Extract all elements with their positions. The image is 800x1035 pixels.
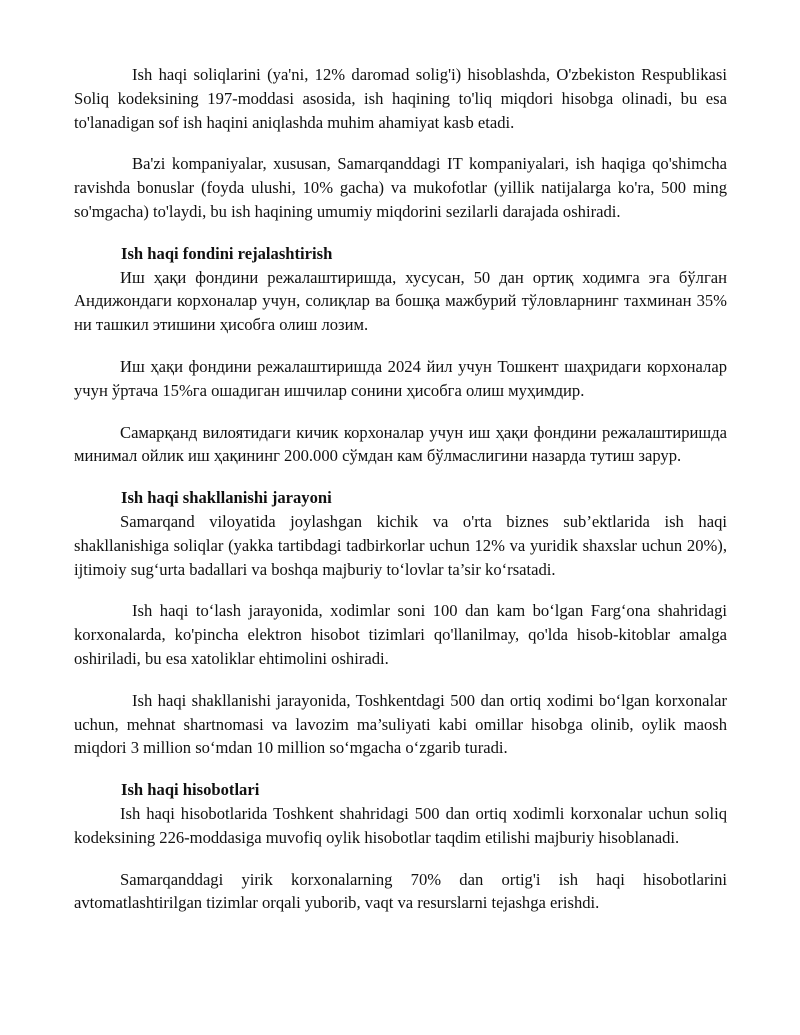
- paragraph: Samarqand viloyatida joylashgan kichik va o'rta biznes sub’ektlarida ish haqi shakllanishiga soliqlar (yakka tartibdagi tadbirkorlar uchun 12% va yuridik shaxslar uchun 20%), ijtimoiy sug‘urta badallari va boshqa majburiy to‘lovlar ta’sir ko‘rsatadi.: [74, 511, 727, 579]
- section-payroll-fund-planning: [74, 242, 727, 468]
- paragraph: Самарқанд вилоятидаги кичик корхоналар учун иш ҳақи фондини режалаштиришда минимал ойлик иш ҳақининг 200.000 сўмдан кам бўлмаслигини назарда тутиш зарур.: [74, 422, 727, 466]
- section-heading: Ish haqi shakllanishi jarayoni: [121, 488, 332, 508]
- section-wage-formation-process: [74, 486, 727, 760]
- paragraph: Иш ҳақи фондини режалаштиришда 2024 йил учун Тошкент шаҳридаги корхоналар учун ўртача 15%га ошадиган ишчилар сонини ҳисобга олиш муҳимдир.: [74, 356, 727, 400]
- document-body: [74, 63, 727, 915]
- paragraph-intro-1: Ish haqi soliqlarini (ya'ni, 12% daromad solig'i) hisoblashda, O'zbekiston Respublikasi Soliq kodeksining 197-moddasi asosida, ish haqining to'liq miqdori hisobga olinadi, bu esa to'lanadigan sof ish haqini aniqlashda muhim ahamiyat kasb etadi.: [74, 65, 727, 132]
- paragraph: Иш ҳақи фондини режалаштиришда, хусусан, 50 дан ортиқ ходимга эга бўлган Андижондаги корхоналар учун, солиқлар ва бошқа мажбурий тўловларнинг тахминан 35% ни ташкил этишини ҳисобга олиш лозим.: [74, 267, 727, 335]
- section-payroll-reports: [74, 778, 727, 915]
- section-heading: Ish haqi fondini rejalashtirish: [121, 243, 333, 263]
- paragraph-intro-2: Ba'zi kompaniyalar, xususan, Samarqanddagi IT kompaniyalari, ish haqiga qo'shimcha ravishda bonuslar (foyda ulushi, 10% gacha) va mukofotlar (yillik natijalarga ko'ra, 500 ming so'mgacha) to'laydi, bu ish haqining umumiy miqdorini sezilarli darajada oshiradi.: [74, 154, 727, 221]
- paragraph: Ish haqi shakllanishi jarayonida, Toshkentdagi 500 dan ortiq xodimi bo‘lgan korxonalar uchun, mehnat shartnomasi va lavozim ma’suliyati kabi omillar hisobga olinib, oylik maosh miqdori 3 million so‘mdan 10 million so‘mgacha o‘zgarib turadi.: [74, 690, 727, 758]
- paragraph: Ish haqi hisobotlarida Toshkent shahridagi 500 dan ortiq xodimli korxonalar uchun soliq kodeksining 226-moddasiga muvofiq oylik hisobotlar taqdim etilishi majburiy hisoblanadi.: [74, 803, 727, 847]
- section-heading: Ish haqi hisobotlari: [121, 780, 260, 800]
- paragraph: Samarqanddagi yirik korxonalarning 70% dan ortig'i ish haqi hisobotlarini avtomatlashtirilgan tizimlar orqali yuborib, vaqt va resurslarni tejashga erishdi.: [74, 869, 727, 913]
- paragraph: Ish haqi to‘lash jarayonida, xodimlar soni 100 dan kam bo‘lgan Farg‘ona shahridagi korxonalarda, ko'pincha elektron hisobot tizimlari qo'llanilmay, qo'lda hisob-kitoblar amalga oshiriladi, bu esa xatoliklar ehtimolini oshiradi.: [74, 601, 727, 668]
